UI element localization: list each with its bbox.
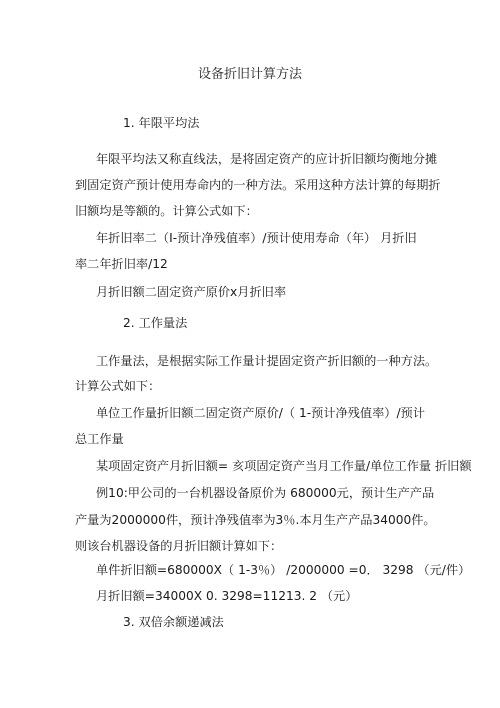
formula-line: 总工作量 xyxy=(75,432,124,446)
paragraph-line: 工作量法，是根据实际工作量计提固定资产折旧额的一种方法。 xyxy=(96,354,438,368)
section-heading-3: 3. 双倍余额递减法 xyxy=(123,615,224,629)
calculation-line: 单件折旧额=680000X（ 1-3％） /2000000 =0． 3298 （元/件） xyxy=(96,563,471,577)
formula-line: 年折旧率二（I-预计净残值率）/预计使用寿命（年） 月折旧 xyxy=(96,231,417,245)
calculation-line: 月折旧额=34000X 0. 3298=11213. 2 （元） xyxy=(96,589,358,603)
paragraph-line: 计算公式如下： xyxy=(75,379,161,393)
paragraph-line: 旧额均是等额的。计算公式如下： xyxy=(75,204,258,218)
example-line: 则该台机器设备的月折旧额计算如下： xyxy=(75,539,283,553)
paragraph-line: 年限平均法又称直线法，是将固定资产的应计折旧额均衡地分摊 xyxy=(96,152,438,166)
example-line: 例10:甲公司的一台机器设备原价为 680000元，预计生产产品 xyxy=(96,486,435,500)
formula-line: 率二年折旧率/12 xyxy=(75,257,168,271)
formula-line: 某项固定资产月折旧额= 亥项固定资产当月工作量/单位工作量 折旧额 xyxy=(96,459,472,473)
formula-line: 月折旧额二固定资产原价x月折旧率 xyxy=(96,285,287,299)
paragraph-line: 到固定资产预计使用寿命内的一种方法。采用这种方法计算的每期折 xyxy=(75,178,441,192)
section-heading-2: 2. 工作量法 xyxy=(123,316,188,330)
page-title: 设备折旧计算方法 xyxy=(197,67,302,82)
example-line: 产量为2000000件，预计净残值率为3％.本月生产产品34000件。 xyxy=(75,513,436,527)
section-heading-1: 1. 年限平均法 xyxy=(123,116,200,130)
formula-line: 单位工作量折旧额二固定资产原价/（ 1-预计净残值率）/预计 xyxy=(96,406,425,420)
